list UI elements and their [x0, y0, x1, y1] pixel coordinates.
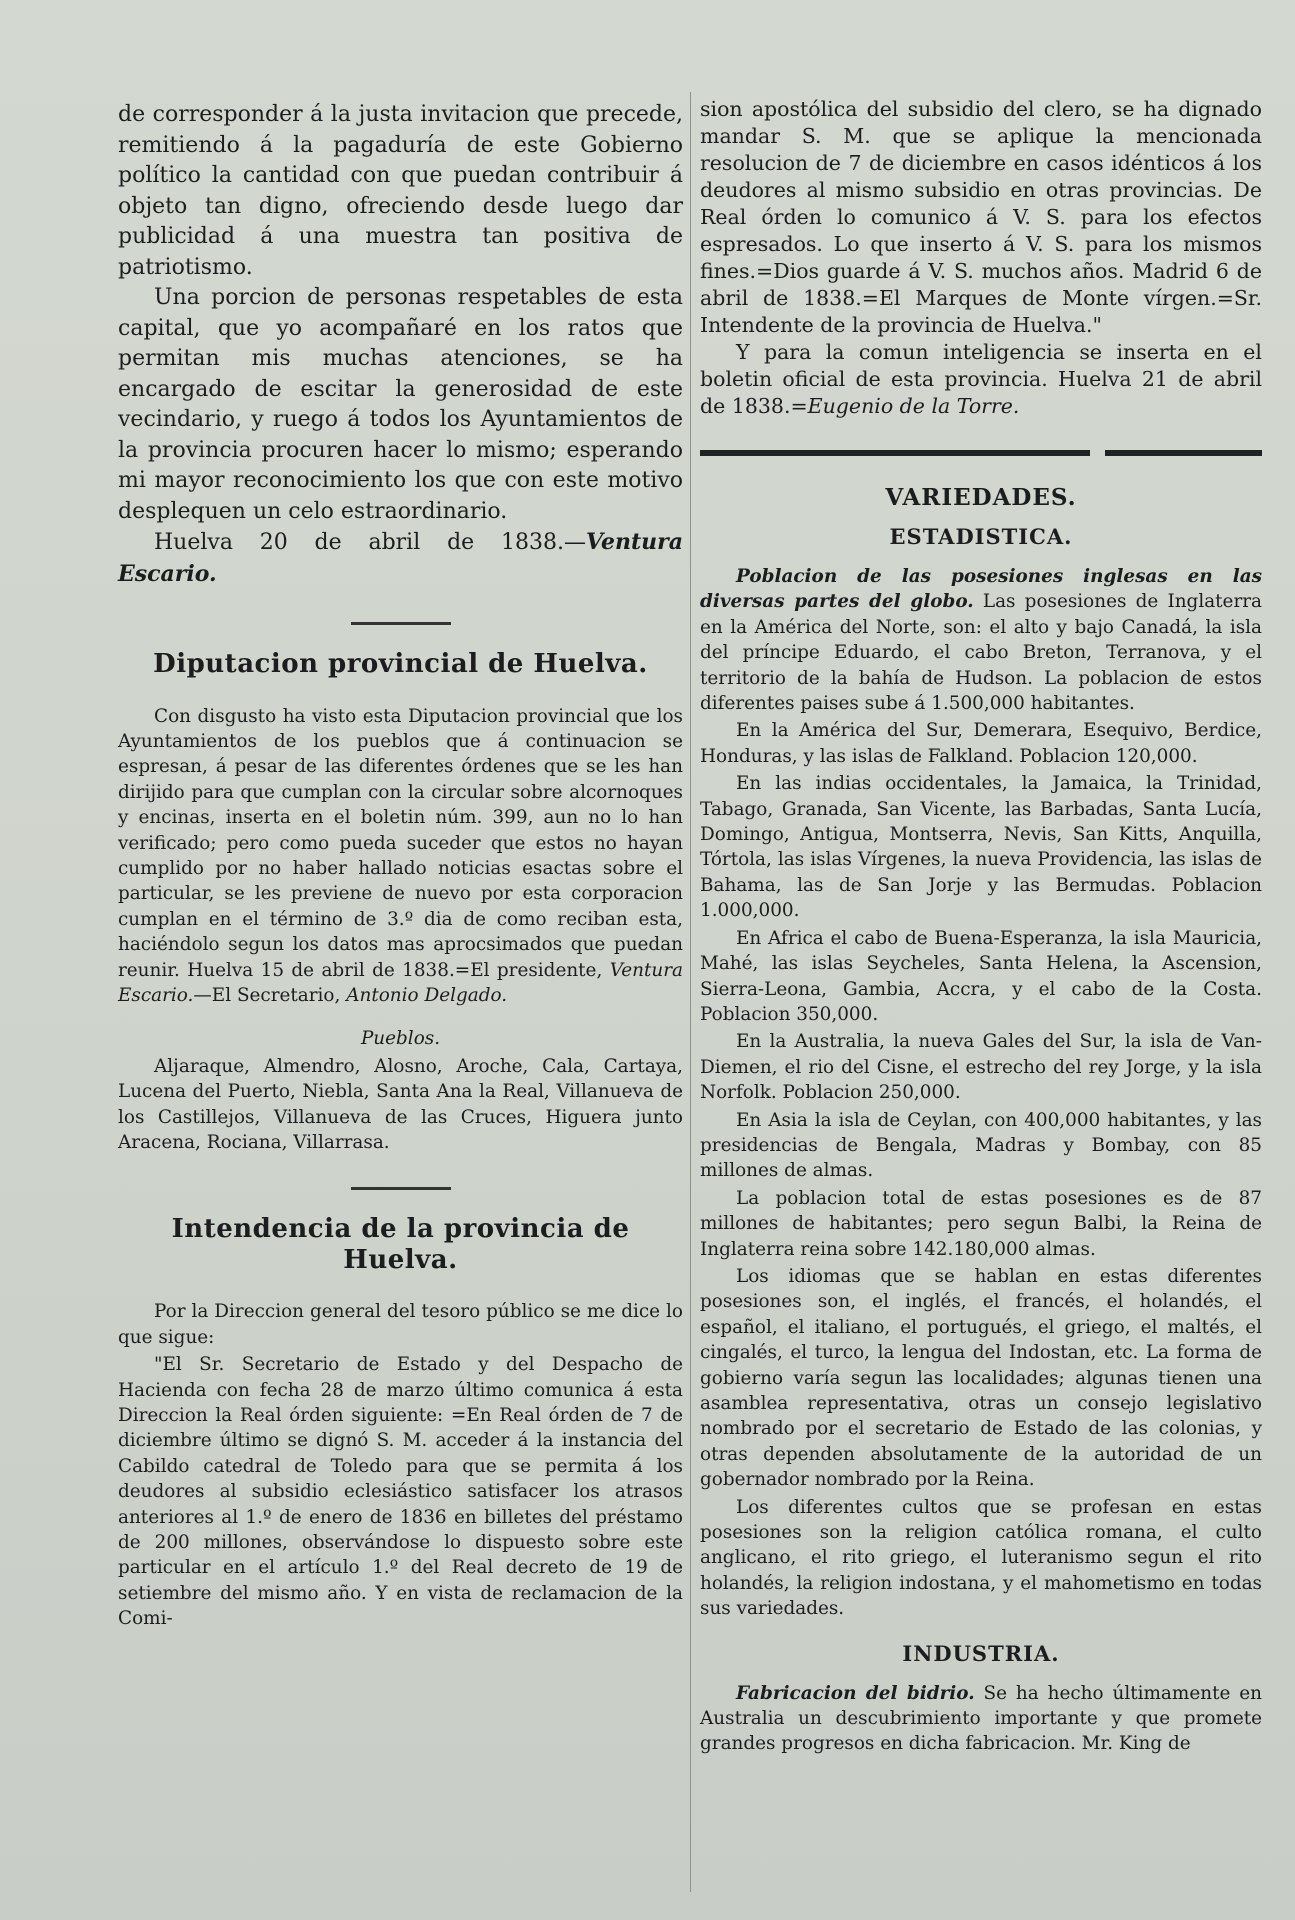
left-column	[118, 100, 683, 1634]
inteligencia-text: Y para la comun inteligencia se inserta en el boletin oficial de esta provincia. Huelva 21 de abril de 1838.=	[700, 340, 1262, 418]
paragraph-est-9: Los diferentes cultos que se profesan en estas posesiones son la religion católica romana, el culto anglicano, el rito griego, el luteranismo segun el rito holandés, la religion indostana, y el mahometismo en todas sus variedades.	[700, 1496, 1262, 1620]
signature-line-escario	[118, 527, 683, 590]
est-lead: Poblacion de las posesiones inglesas en las diversas partes del globo.	[700, 566, 1262, 613]
signature-presidente: Ventura Escario.	[118, 959, 683, 1006]
diputacion-block	[118, 704, 683, 1156]
paragraph-est-6: En Asia la isla de Ceylan, con 400,000 habitantes, y las presidencias de Bengala, Madras y Bombay, con 85 millones de almas.	[700, 1109, 1262, 1182]
pueblos-title: Pueblos.	[360, 1028, 441, 1050]
paragraph-est-7: La poblacion total de estas posesiones es de 87 millones de habitantes; pero segun Balbi, la Reina de Inglaterra reina sobre 142.180,000 almas.	[700, 1187, 1262, 1260]
heading-diputacion: Diputacion provincial de Huelva.	[153, 649, 648, 679]
paragraph-est-5: En la Australia, la nueva Gales del Sur, la isla de Van-Diemen, el rio del Cisne, el estrecho del rey Jorge, y la isla Norfolk. Poblacion 250,000.	[700, 1031, 1262, 1104]
paragraph-diputacion	[118, 704, 683, 1009]
paragraph-intendencia-body: "El Sr. Secretario de Estado y del Despacho de Hacienda con fecha 28 de marzo último comunica á esta Direccion la Real órden siguiente: =En Real órden de 7 de diciembre último se dignó S. M. acceder á la instancia del Cabildo catedral de Toledo para que se permita á los deudores al subsidio eclesiástico satisfacer los atrasos anteriores al 1.º de enero de 1836 en billetes del préstamo de 200 millones, observándose lo dispuesto sobre este particular en el artículo 1.º del Real decreto de 19 de setiembre del mismo año. Y en vista de reclamacion de la Comi-	[118, 1354, 683, 1630]
signature-torre: Eugenio de la Torre.	[807, 394, 1020, 418]
ind-lead: Fabricacion del bidrio.	[736, 1682, 975, 1704]
date-text: Huelva 20 de abril de 1838.—	[154, 530, 586, 555]
heading-estadistica: ESTADISTICA.	[889, 524, 1073, 549]
column-divider	[690, 92, 691, 1892]
ind-body: Se ha hecho últimamente en Australia un descubrimiento importante y que promete grandes progresos en dicha fabricacion. Mr. King de	[700, 1682, 1262, 1755]
heading-variedades: VARIEDADES.	[885, 484, 1077, 511]
estadistica-block	[700, 564, 1262, 1622]
section-rule	[351, 622, 451, 625]
paragraph-generosity: Una porcion de personas respetables de esta capital, que yo acompañaré en los ratos que permitan mis muchas atenciones, se ha encargado de escitar la generosidad de este vecindario, y ruego á todos los Ayuntamientos de la provincia procuren hacer lo mismo; esperando mi mayor reconocimiento los que con este motivo desplequen un celo estraordinario.	[118, 285, 683, 524]
right-column	[700, 96, 1262, 1759]
rule-long	[700, 450, 1090, 456]
est-body-1: Las posesiones de Inglaterra en la América del Norte, son: el alto y bajo Canadá, la isla del príncipe Eduardo, el cabo Breton, Terranova, y el territorio de la bahía de Hudson. La poblacion de estos diferentes paises sube á 1.500,000 habitantes.	[700, 591, 1262, 715]
heading-intendencia: Intendencia de la provincia de Huelva.	[171, 1214, 630, 1275]
double-rule	[700, 450, 1262, 458]
paragraph-comision: sion apostólica del subsidio del clero, se ha dignado mandar S. M. que se aplique la mencionada resolucion de 7 de diciembre en casos idénticos á los deudores al mismo subsidio en otras provincias. De Real órden lo comunico á V. S. para los efectos espresados. Lo que inserto á V. S. para los mismos fines.=Dios guarde á V. S. muchos años. Madrid 6 de abril de 1838.=El Marques de Monte vírgen.=Sr. Intendente de la provincia de Huelva."	[700, 97, 1262, 337]
paragraph-est-2: En la América del Sur, Demerara, Esequivo, Berdice, Honduras, y las islas de Falkland. Poblacion 120,000.	[700, 720, 1262, 767]
section-rule	[351, 1187, 451, 1190]
intendencia-block	[118, 1299, 683, 1631]
paragraph-est-3: En las indias occidentales, la Jamaica, la Trinidad, Tabago, Granada, San Vicente, las Barbadas, Santa Lucía, Domingo, Antigua, Montserra, Nevis, San Kitts, Anquilla, Tórtola, las islas Vírgenes, la nueva Providencia, las islas de Bahama, las de San Jorje y las Bermudas. Poblacion 1.000,000.	[700, 773, 1262, 922]
secretario-label: —El Secretario,	[193, 984, 341, 1006]
paragraph-est-4: En Africa el cabo de Buena-Esperanza, la isla Mauricia, Mahé, las islas Seycheles, Santa Helena, la Ascension, Sierra-Leona, Gambia, Accra, y el cabo de la Costa. Poblacion 350,000.	[700, 927, 1262, 1025]
industria-block	[700, 1681, 1262, 1757]
paragraph-est-1	[700, 564, 1262, 716]
pueblos-list: Aljaraque, Almendro, Alosno, Aroche, Cala, Cartaya, Lucena del Puerto, Niebla, Santa Ana la Real, Villanueva de los Castillejos, Villanueva de las Cruces, Higuera junto Aracena, Rociana, Villarrasa.	[118, 1055, 683, 1153]
diputacion-body: Con disgusto ha visto esta Diputacion provincial que los Ayuntamientos de los pueblos que á continuacion se espresan, á pesar de las diferentes órdenes que se les han dirijido para que cumplan con la circular sobre alcornoques y encinas, inserta en el boletin núm. 399, aun no lo han verificado; pero como pueda suceder que estos no hayan cumplido por no haber hallado noticias esactas sobre el particular, se les previene de nuevo por esta corporacion cumplan en el término de 3.º dia de como reciban esta, haciéndolo segun los datos mas aprocsimados que puedan reunir. Huelva 15 de abril de 1838.=El presidente,	[118, 705, 683, 981]
paragraph-industria	[700, 1681, 1262, 1757]
paragraph-invitation: de corresponder á la justa invitacion que precede, remitiendo á la pagaduría de este Gobierno político la cantidad con que puedan contribuir á objeto tan digno, ofreciendo desde luego dar publicidad á una muestra tan positiva de patriotismo.	[118, 102, 683, 280]
paragraph-inteligencia	[700, 339, 1262, 420]
paragraph-est-8: Los idiomas que se hablan en estas diferentes posesiones son, el inglés, el francés, el holandés, el español, el italiano, el portugués, el griego, el maltés, el cingalés, el turco, la lengua del Indostan, etc. La forma de gobierno varía segun las localidades; algunas tienen una asamblea representativa, otras un consejo legislativo nombrado por el secretario de Estado de las colonias, y otras dependen absolutamente de la autoridad de un gobernador nombrado por la Reina.	[700, 1265, 1262, 1491]
rule-short	[1105, 450, 1262, 456]
heading-industria: INDUSTRIA.	[902, 1640, 1060, 1666]
signature-secretario: Antonio Delgado.	[346, 984, 508, 1006]
signature-escario: Ventura Escario.	[118, 529, 683, 587]
paragraph-intendencia-intro: Por la Direccion general del tesoro público se me dice lo que sigue:	[118, 1301, 683, 1348]
